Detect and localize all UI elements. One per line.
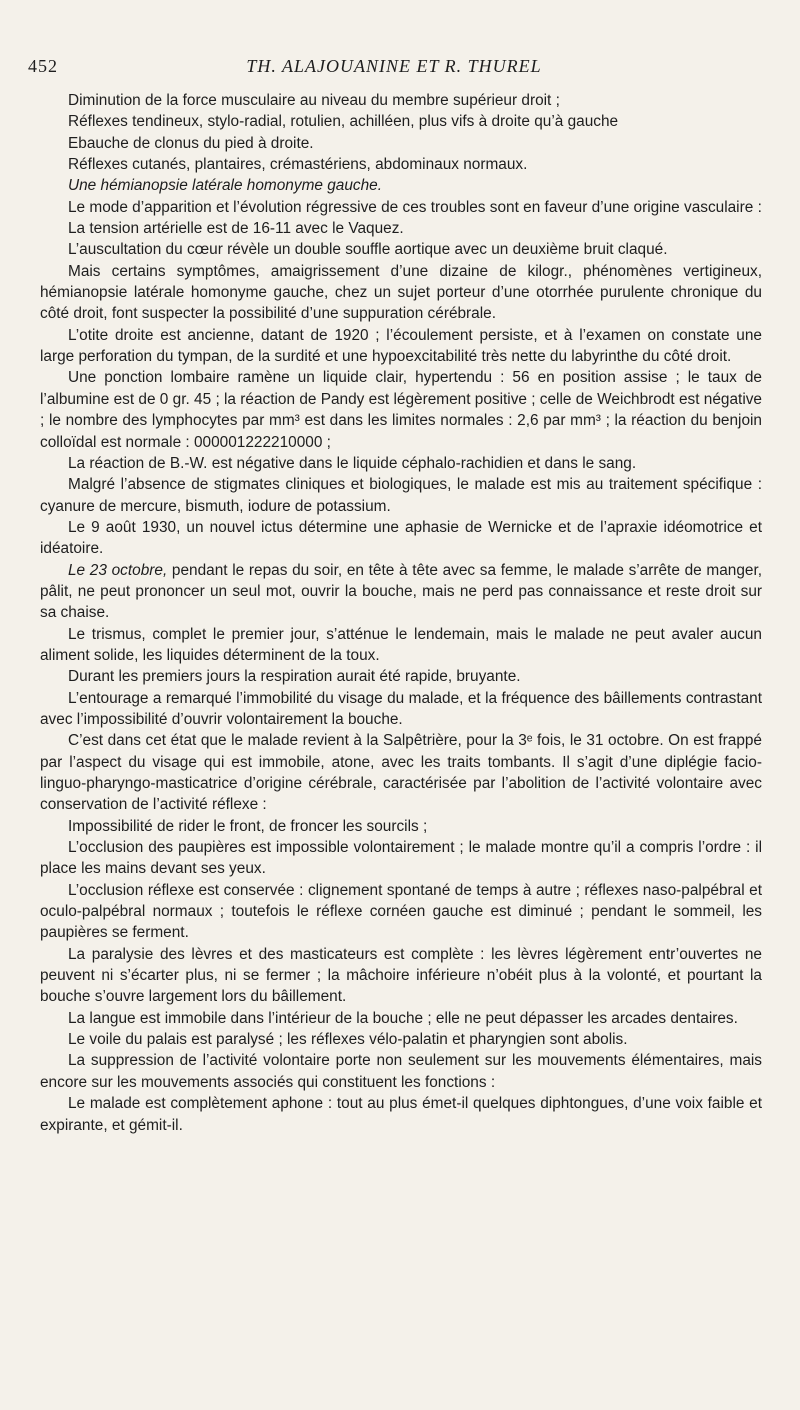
paragraph: Durant les premiers jours la respiration aurait été rapide, bruyante. xyxy=(68,668,521,686)
paragraph: La langue est immobile dans l’intérieur de la bouche ; elle ne peut dépasser les arcades dentaires. xyxy=(68,1009,738,1027)
paragraph: Réflexes cutanés, plantaires, crémastériens, abdominaux normaux. xyxy=(68,156,528,174)
page-header xyxy=(28,56,760,80)
paragraph: Le malade est complètement aphone : tout au plus émet-il quelques diphtongues, d’une voix faible et expirante, et gémit-il. xyxy=(40,1095,762,1134)
page-number: 452 xyxy=(28,56,58,76)
paragraph: L’occlusion réflexe est conservée : clignement spontané de temps à autre ; réflexes naso-palpébral et oculo-palpébral normaux ; toutefois le réflexe cornéen gauche est diminué ; pendant le sommeil, les paupières se ferment. xyxy=(40,881,762,942)
paragraph: Mais certains symptômes, amaigrissement d’une dizaine de kilogr., phénomènes vertigineux, hémianopsie latérale homonyme gauche, chez un sujet porteur d’une otorrhée purulente chronique du côté droit, font suspecter la possibilité d’une suppuration cérébrale. xyxy=(40,262,762,323)
paragraph: Diminution de la force musculaire au niveau du membre supérieur droit ; xyxy=(68,92,560,109)
paragraph: Ebauche de clonus du pied à droite. xyxy=(68,134,314,152)
paragraph: Le mode d’apparition et l’évolution régressive de ces troubles sont en faveur d’une origine vasculaire : xyxy=(68,198,762,216)
paragraph: La paralysie des lèvres et des masticateurs est complète : les lèvres légèrement entr’ouvertes ne peuvent ni s’écarter plus, ni se fermer ; la mâchoire inférieure n’obéit plus à la volonté, et pourtant la bouche s’ouvre largement lors du bâillement. xyxy=(40,945,762,1006)
italic-date: Le 23 octobre, xyxy=(68,561,168,579)
paragraph: La suppression de l’activité volontaire porte non seulement sur les mouvements élémentaires, mais encore sur les mouvements associés qui constituent les fonctions : xyxy=(40,1052,762,1091)
paragraph: Une ponction lombaire ramène un liquide clair, hypertendu : 56 en position assise ; le taux de l’albumine est de 0 gr. 45 ; la réaction de Pandy est légèrement positive ; celle de Weichbrodt est négative ; le nombre des lymphocytes par mm³ est dans les limites normales : 2,6 par mm³ ; la réaction du benjoin colloïdal est normale : 000001222210000 ; xyxy=(40,369,762,451)
paragraph: L’occlusion des paupières est impossible volontairement ; le malade montre qu’il a compris l’ordre : il place les mains devant ses yeux. xyxy=(40,839,762,878)
paragraph: L’entourage a remarqué l’immobilité du visage du malade, et la fréquence des bâillements contrastant avec l’impossibilité d’ouvrir volontairement la bouche. xyxy=(40,689,762,728)
paragraph: Le trismus, complet le premier jour, s’atténue le lendemain, mais le malade ne peut avaler aucun aliment solide, les liquides déterminent de la toux. xyxy=(40,625,762,664)
paragraph: C’est dans cet état que le malade revient à la Salpêtrière, pour la 3ᵉ fois, le 31 octobre. On est frappé par l’aspect du visage qui est immobile, atone, avec les traits tombants. Il s’agit d’une diplégie facio-linguo-pharyngo-masticatrice d’origine cérébrale, caractérisée par l’abolition de l’activité volontaire avec conservation de l’activité réflexe : xyxy=(40,732,762,814)
paragraph: La réaction de B.-W. est négative dans le liquide céphalo-rachidien et dans le sang. xyxy=(68,454,637,472)
paragraph: Le 23 octobre, pendant le repas du soir, en tête à tête avec sa femme, le malade s’arrête de manger, pâlit, ne peut prononcer un seul mot, ouvrir la bouche, mais ne perd pas connaissance et reste droit sur sa chaise. xyxy=(40,561,762,622)
paragraph: Malgré l’absence de stigmates cliniques et biologiques, le malade est mis au traitement spécifique : cyanure de mercure, bismuth, iodure de potassium. xyxy=(40,476,762,515)
italic-phrase: Une hémianopsie latérale homonyme gauche. xyxy=(68,177,382,195)
paragraph xyxy=(40,175,762,196)
paragraph: La tension artérielle est de 16-11 avec le Vaquez. xyxy=(68,220,404,238)
paragraph: Impossibilité de rider le front, de froncer les sourcils ; xyxy=(68,817,428,835)
running-title: TH. ALAJOUANINE ET R. THUREL xyxy=(246,56,542,76)
paragraph: Réflexes tendineux, stylo-radial, rotulien, achilléen, plus vifs à droite qu’à gauche xyxy=(68,113,619,131)
paragraph: L’otite droite est ancienne, datant de 1920 ; l’écoulement persiste, et à l’examen on constate une large perforation du tympan, de la surdité et une hypoexcitabilité très nette du labyrinthe du côté droit. xyxy=(40,326,762,366)
paragraph: Le voile du palais est paralysé ; les réflexes vélo-palatin et pharyngien sont abolis. xyxy=(68,1031,628,1049)
paragraph: Le 9 août 1930, un nouvel ictus détermine une aphasie de Wernicke et de l’apraxie idéomotrice et idéatoire. xyxy=(40,518,762,558)
paragraph: L’auscultation du cœur révèle un double souffle aortique avec un deuxième bruit claqué. xyxy=(68,241,668,259)
article-body xyxy=(40,90,762,1136)
